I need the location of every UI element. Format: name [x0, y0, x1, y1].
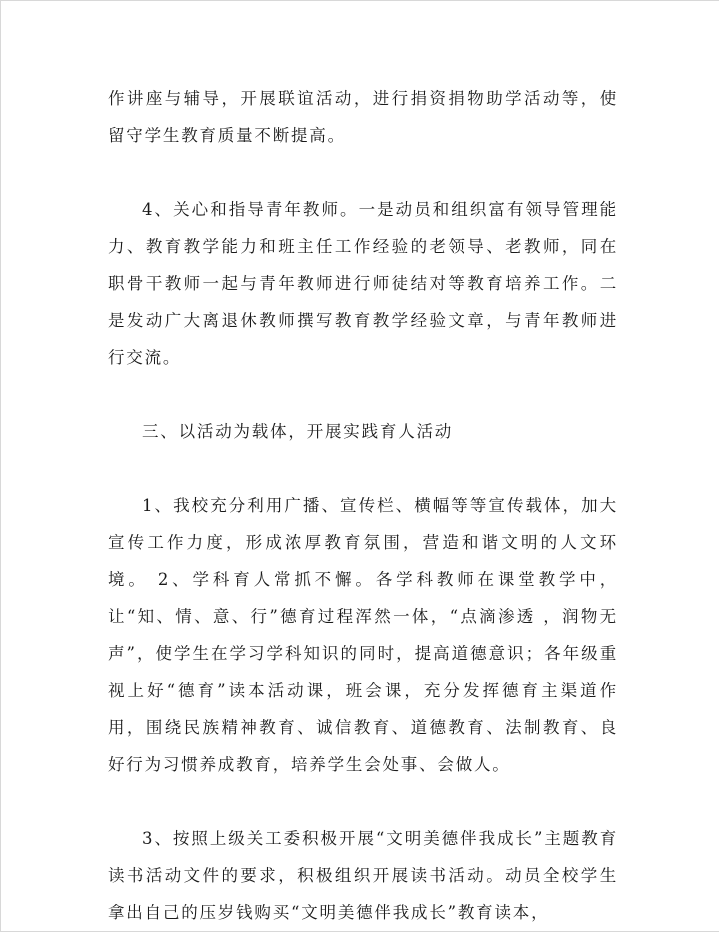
paragraph-item-4: 4、关心和指导青年教师。一是动员和组织富有领导管理能力、教育教学能力和班主任工作经验的老领导、老教师，同在职骨干教师一起与青年教师进行师徒结对等教育培养工作。二是发动广大离退休教师撰写教育教学经验文章，与青年教师进行交流。	[108, 200, 618, 367]
paragraph-item-1-2: 1、我校充分利用广播、宣传栏、横幅等等宣传载体，加大宣传工作力度，形成浓厚教育氛围，营造和谐文明的人文环境。 2、学科育人常抓不懈。各学科教师在课堂教学中，让“知、情、意、行”德育过程浑然一体，“点滴渗透 ，润物无声”，使学生在学习学科知识的同时，提高道德意识；各年级重视上好“德育”读本活动课，班会课，充分发挥德育主渠道作用，围绕民族精神教育、诚信教育、道德教育、法制教育、良好行为习惯养成教育，培养学生会处事、会做人。	[108, 496, 618, 774]
paragraph-continuation: 作讲座与辅导，开展联谊活动，进行捐资捐物助学活动等，使留守学生教育质量不断提高。	[108, 89, 618, 145]
section-heading-3: 三、以活动为载体，开展实践育人活动	[142, 422, 454, 441]
paragraph-item-3: 3、按照上级关工委积极开展“文明美德伴我成长”主题教育读书活动文件的要求，积极组织开展读书活动。动员全校学生拿出自己的压岁钱购买“文明美德伴我成长”教育读本，	[108, 829, 618, 922]
document-body	[108, 80, 618, 931]
